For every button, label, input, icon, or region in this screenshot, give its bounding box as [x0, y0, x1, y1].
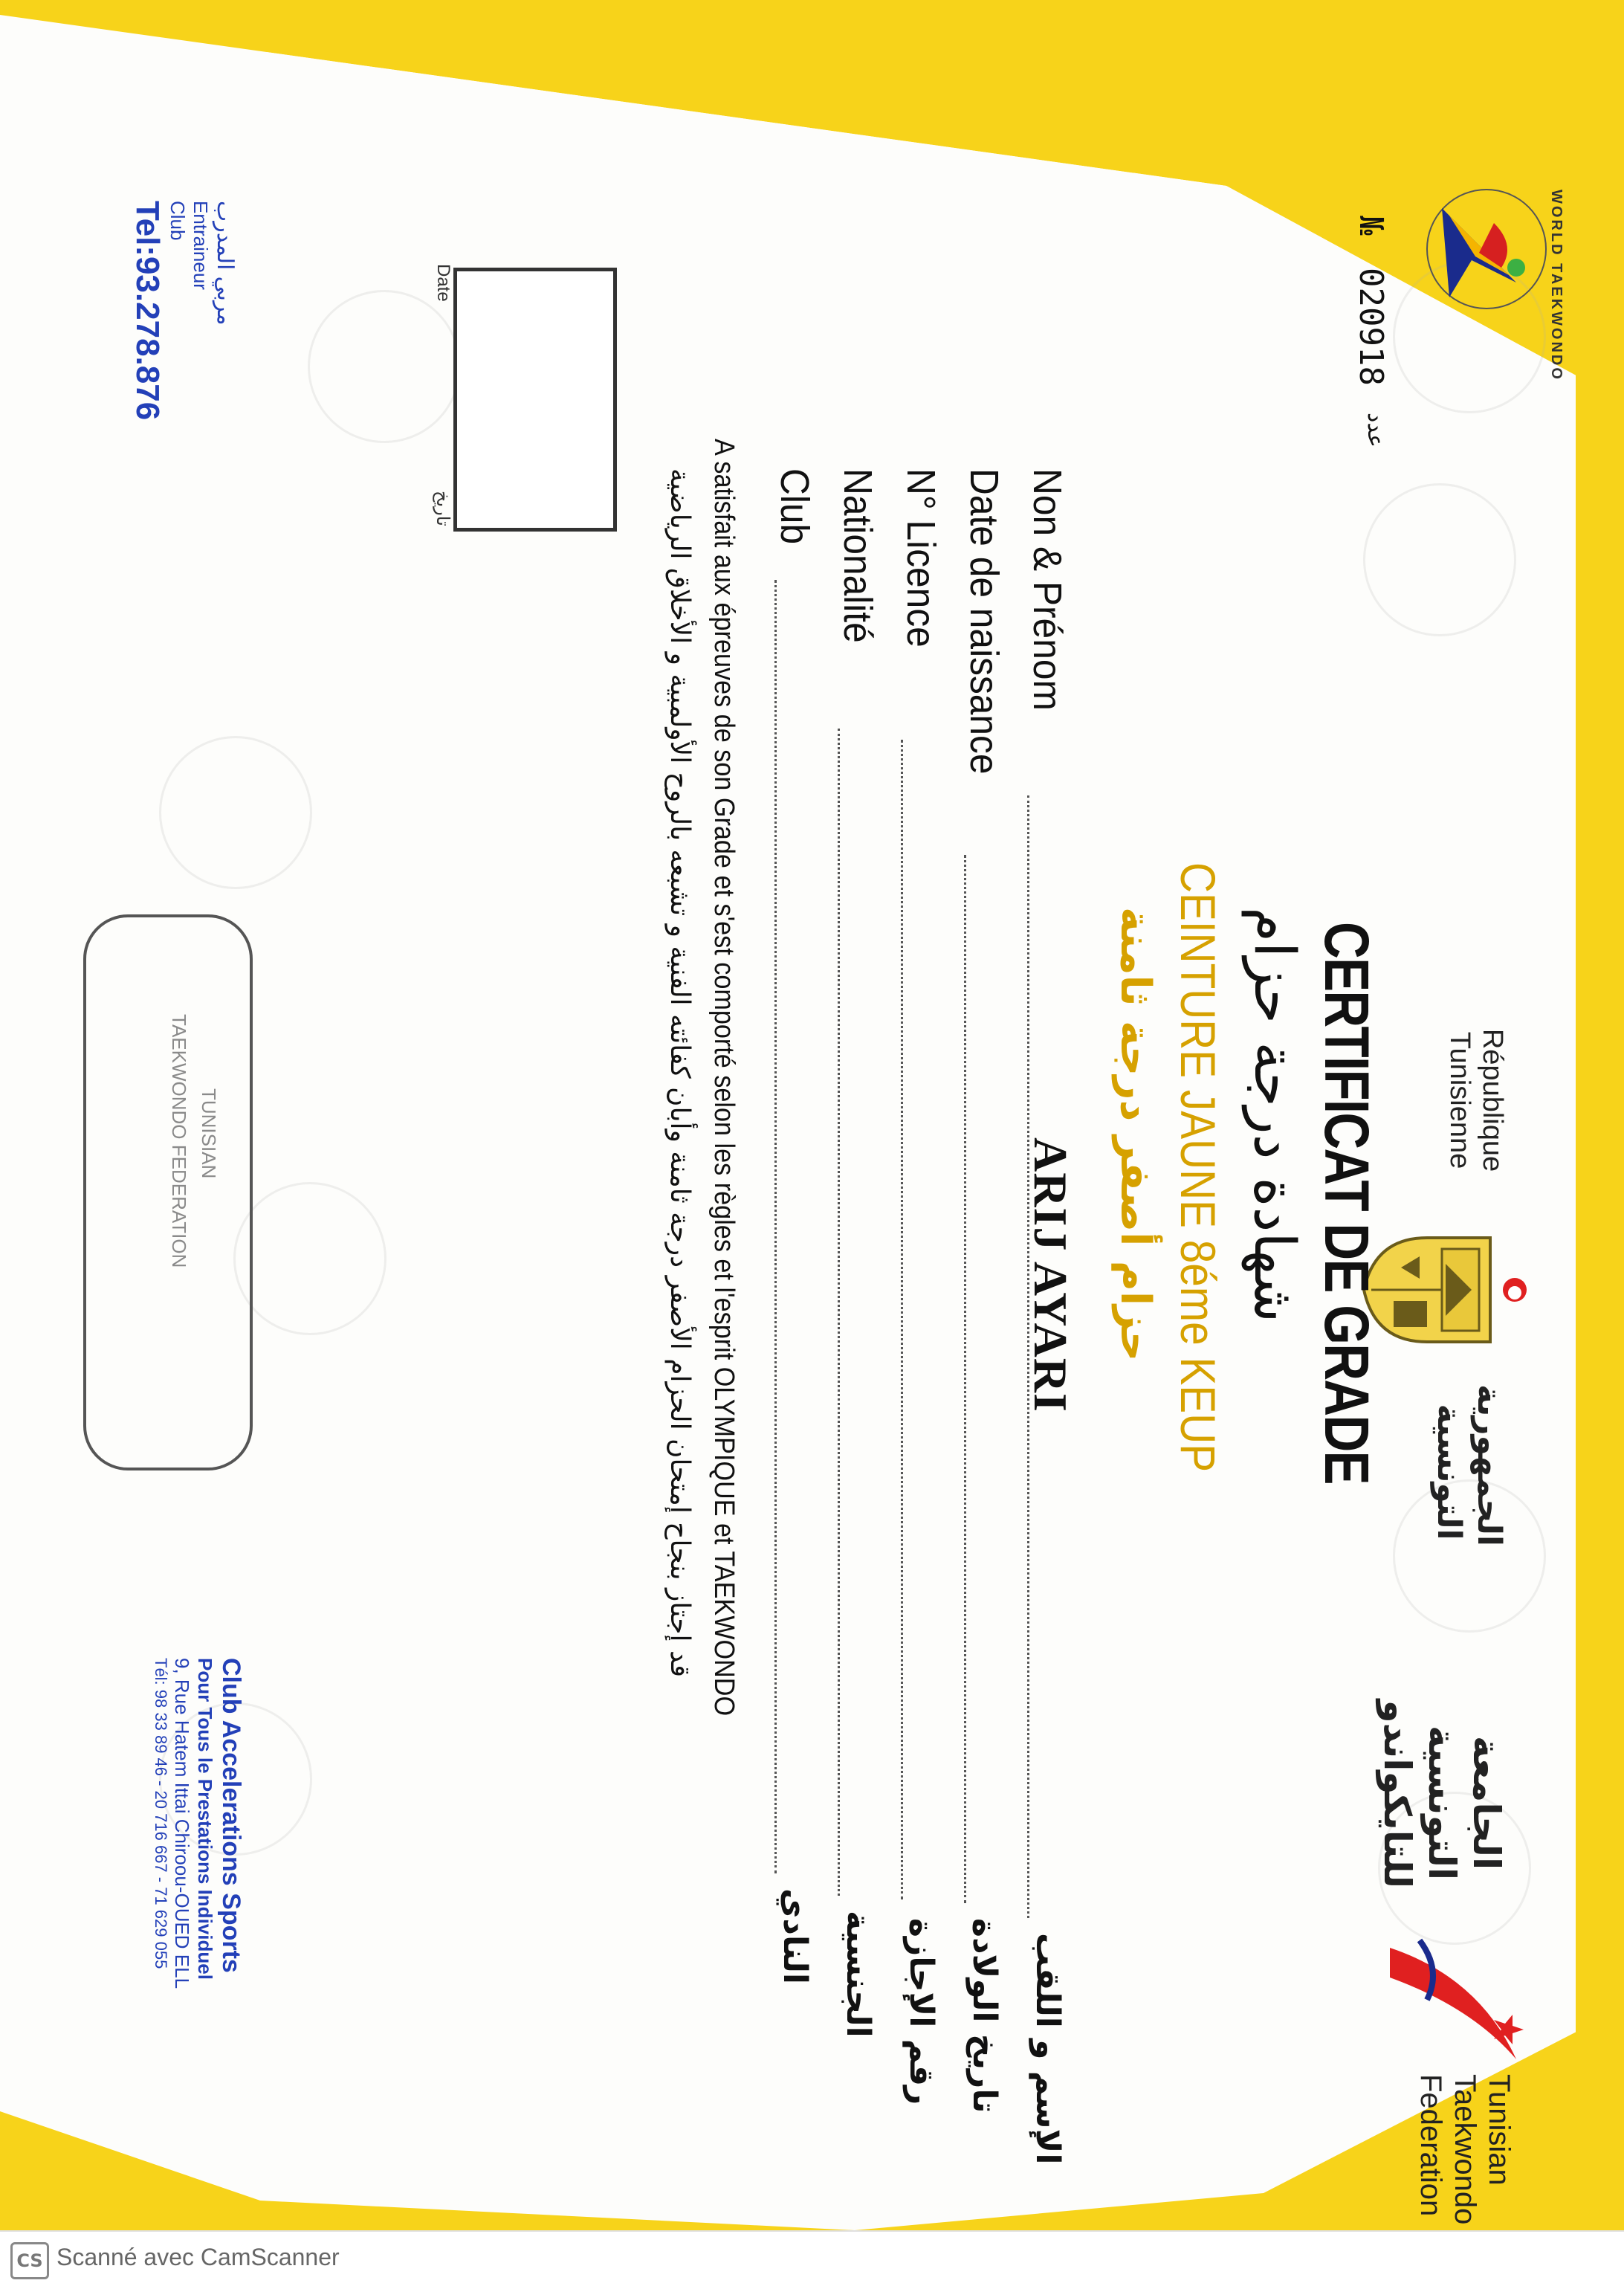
club-stamp-address: 9, Rue Hatem Ittai Chiroou-OUED ELL — [171, 1658, 193, 1989]
field-line-club — [774, 580, 777, 1873]
coach-stamp-name-ar: مربي المدرب — [213, 201, 237, 326]
field-label-birthdate: Date de naissance — [962, 468, 1006, 775]
club-stamp-line2: Pour Tous le Prestations Individuel — [194, 1658, 216, 1980]
watermark-ring — [233, 1182, 386, 1335]
club-stamp — [151, 1658, 245, 2119]
country-name-ar — [1429, 1384, 1509, 1546]
field-label-club: Club — [772, 468, 817, 545]
certificate-number-ar: عدد — [1362, 413, 1388, 448]
field-line-birthdate — [964, 855, 966, 1903]
statement-ar: قد إجتاز بنجاح إمتحان الحزام الأصفر درجة ثامنة وأبان كفائته الفنية و تشبعه بالروح الأولمبية و الأخلاق الرياضية — [664, 468, 695, 1678]
federation-name-ar — [1375, 1699, 1509, 1888]
federation-stamp — [83, 914, 253, 1470]
world-taekwondo-logo-text: WORLD TAEKWONDO — [1548, 190, 1565, 381]
country-name-ar-line1: الجمهورية — [1470, 1384, 1508, 1546]
field-label-nationality-ar: الجنسية — [839, 1911, 877, 2038]
tunisian-taekwondo-federation-logo-icon — [1368, 1918, 1539, 2074]
federation-name-en-line2: Taekwondo — [1449, 2074, 1481, 2225]
photo-date-label: Date — [433, 264, 453, 302]
federation-name-ar-line2: التونسية — [1420, 1725, 1463, 1881]
camscanner-logo-icon: CS — [10, 2242, 49, 2279]
field-label-club-ar: النادي — [776, 1888, 814, 1984]
holder-name: ARIJ AYARI — [1024, 1137, 1077, 1413]
coach-stamp-line2: Entraineur — [190, 201, 212, 290]
federation-name-en — [1414, 2074, 1516, 2224]
photo-box — [453, 268, 617, 532]
federation-name-en-line1: Tunisian — [1483, 2074, 1515, 2186]
country-name-fr — [1443, 1026, 1509, 1175]
federation-name-en-line3: Federation — [1414, 2074, 1447, 2217]
field-label-licence: N° Licence — [899, 468, 943, 648]
country-name-fr-line2: Tunisienne — [1444, 1031, 1475, 1169]
country-name-fr-line1: République — [1477, 1028, 1508, 1172]
country-name-ar-line2: التونسية — [1430, 1404, 1468, 1540]
certificate-number: 020918 — [1352, 268, 1390, 386]
field-label-licence-ar: رقم الإجازة — [902, 1918, 940, 2105]
coach-stamp-tel: Tel:93.278.876 — [129, 201, 166, 421]
field-label-name-ar: الإسم و اللقب — [1029, 1933, 1067, 2165]
coach-stamp-line3: Club — [166, 201, 189, 241]
field-label-name: Non & Prénom — [1025, 468, 1070, 711]
field-label-birthdate-ar: تاريخ الولادة — [965, 1918, 1003, 2114]
certificate-number-prefix: № — [1352, 216, 1390, 236]
federation-stamp-line2: TAEKWONDO FEDERATION — [168, 1014, 190, 1268]
statement-fr: A satisfait aux épreuves de son Grade et s'est comporté selon les règles et l'esprit OLYMPIQUE et TAEKWONDO — [708, 439, 740, 1717]
coach-stamp — [129, 201, 238, 446]
federation-name-ar-line1: الجامعة — [1465, 1735, 1508, 1870]
club-stamp-name: Club Accelerations Sports — [217, 1658, 245, 1973]
field-line-licence — [901, 740, 903, 1899]
belt-grade-ar: حزام أصفر درجة ثامنة — [1111, 907, 1159, 1362]
federation-name-ar-line3: للتايكواندو — [1376, 1699, 1419, 1888]
scanner-footer — [0, 2230, 1624, 2289]
watermark-ring — [1363, 483, 1516, 636]
field-line-nationality — [838, 729, 840, 1896]
field-label-nationality: Nationalité — [835, 468, 880, 643]
camscanner-text: Scanné avec CamScanner — [56, 2244, 340, 2270]
federation-stamp-line1: TUNISIAN — [198, 1088, 220, 1179]
club-stamp-tel: Tél: 98 33 89 46 - 20 716 667 - 71 629 055 — [152, 1658, 170, 1969]
certificate-title-ar: شهادة درجة حزام — [1242, 907, 1308, 1323]
certificate-title-fr: CERTIFICAT DE GRADE — [1312, 922, 1382, 1484]
watermark-ring — [308, 290, 461, 443]
world-taekwondo-logo-icon — [1412, 171, 1561, 327]
watermark-ring — [159, 736, 312, 889]
photo-date-label-ar: تاريخ — [433, 491, 453, 526]
certificate — [45, 67, 1576, 2225]
belt-grade-fr: CEINTURE JAUNE 8éme KEUP — [1171, 862, 1226, 1473]
